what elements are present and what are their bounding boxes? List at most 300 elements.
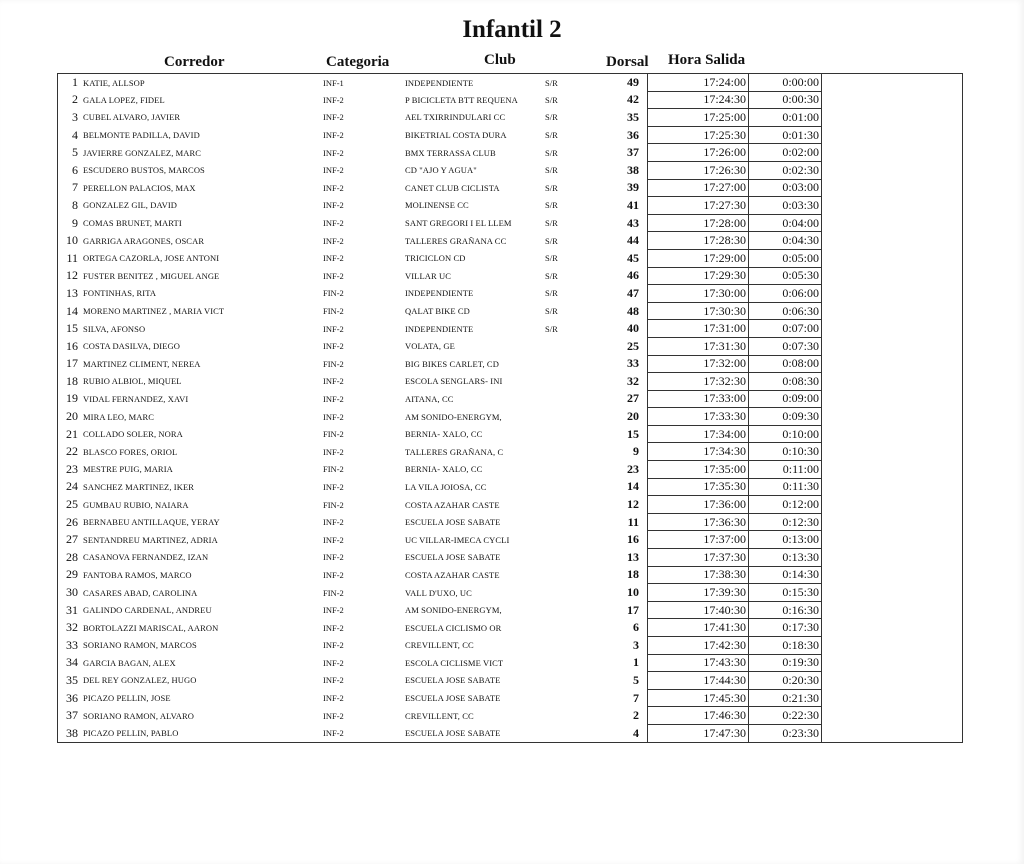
sr-mark (545, 513, 595, 531)
header-dorsal: Dorsal (606, 54, 649, 70)
row-number: 35 (58, 672, 82, 690)
club-name: TRICICLON CD (405, 253, 466, 264)
time-gap: 0:15:30 (749, 584, 822, 602)
row-number: 3 (58, 109, 82, 127)
table-row (58, 179, 963, 197)
row-number: 20 (58, 408, 82, 426)
row-number: 28 (58, 549, 82, 567)
row-number: 23 (58, 461, 82, 479)
club-name: COSTA AZAHAR CASTE (405, 569, 500, 580)
page-title: Infantil 2 (462, 16, 562, 43)
sr-mark (545, 373, 595, 391)
time-gap: 0:07:30 (749, 337, 822, 355)
rider-name: COMAS BRUNET, MARTI (83, 218, 182, 229)
time-gap: 0:11:00 (749, 461, 822, 479)
rider-name: GARRIGA ARAGONES, OSCAR (83, 235, 205, 246)
club-name: CREVILLENT, CC (405, 710, 474, 721)
sr-mark: S/R (545, 253, 558, 264)
time-gap: 0:00:00 (749, 74, 822, 92)
row-number: 7 (58, 179, 82, 197)
start-time: 17:43:30 (648, 654, 749, 672)
rider-name: GONZALEZ GIL, DAVID (83, 200, 178, 211)
time-gap: 0:08:00 (749, 355, 822, 373)
time-gap: 0:09:30 (749, 408, 822, 426)
empty-cell (822, 513, 963, 531)
start-time: 17:37:30 (648, 549, 749, 567)
category: INF-2 (323, 534, 344, 545)
category: INF-2 (323, 165, 344, 176)
category: INF-2 (323, 710, 344, 721)
time-gap: 0:21:30 (749, 689, 822, 707)
bib-number: 47 (627, 285, 639, 300)
empty-cell (822, 144, 963, 162)
table-row (58, 672, 963, 690)
header-hora-salida: Hora Salida (668, 52, 746, 68)
bib-number: 44 (627, 233, 639, 248)
bib-number: 40 (627, 321, 639, 336)
time-gap: 0:16:30 (749, 601, 822, 619)
club-name: INDEPENDIENTE (405, 323, 474, 334)
category: INF-2 (323, 552, 344, 563)
row-number: 25 (58, 496, 82, 514)
empty-cell (822, 285, 963, 303)
category: INF-1 (323, 74, 405, 92)
empty-cell (822, 425, 963, 443)
table-row (58, 249, 963, 267)
empty-cell (822, 74, 963, 92)
start-time: 17:25:30 (648, 126, 749, 144)
start-time: 17:30:30 (648, 302, 749, 320)
start-time: 17:29:30 (648, 267, 749, 285)
empty-cell (822, 566, 963, 584)
bib-number: 10 (627, 585, 639, 600)
category: INF-2 (323, 481, 344, 492)
club-name: QALAT BIKE CD (405, 306, 470, 317)
row-number: 13 (58, 285, 82, 303)
row-number: 31 (58, 601, 82, 619)
category: INF-2 (323, 147, 344, 158)
empty-cell (822, 91, 963, 109)
sr-mark: S/R (545, 200, 558, 211)
empty-cell (822, 337, 963, 355)
rider-name: VIDAL FERNANDEZ, XAVI (83, 393, 189, 404)
table-row (58, 566, 963, 584)
sr-mark: S/R (545, 165, 558, 176)
start-time: 17:38:30 (648, 566, 749, 584)
table-row (58, 408, 963, 426)
table-row (58, 549, 963, 567)
bib-number: 39 (627, 180, 639, 195)
category: INF-2 (323, 323, 344, 334)
start-time: 17:34:00 (648, 425, 749, 443)
empty-cell (822, 109, 963, 127)
bib-number: 18 (627, 567, 639, 582)
bib-number: 11 (627, 514, 639, 529)
empty-cell (822, 707, 963, 725)
table-row (58, 513, 963, 531)
empty-cell (822, 601, 963, 619)
table-row (58, 724, 963, 742)
bib-number: 27 (627, 391, 639, 406)
time-gap: 0:12:00 (749, 496, 822, 514)
category: FIN-2 (323, 464, 344, 475)
club-name: SANT GREGORI I EL LLEM (405, 218, 512, 229)
row-number: 1 (58, 74, 82, 92)
table-row (58, 144, 963, 162)
bib-number: 9 (633, 444, 639, 459)
row-number: 37 (58, 707, 82, 725)
start-time: 17:42:30 (648, 637, 749, 655)
rider-name: COSTA DASILVA, DIEGO (83, 341, 180, 352)
category: INF-2 (323, 393, 344, 404)
row-number: 34 (58, 654, 82, 672)
bib-number: 14 (627, 479, 639, 494)
table-row (58, 531, 963, 549)
time-gap: 0:05:30 (749, 267, 822, 285)
start-time: 17:29:00 (648, 249, 749, 267)
row-number: 21 (58, 425, 82, 443)
empty-cell (822, 302, 963, 320)
start-time: 17:36:30 (648, 513, 749, 531)
time-gap: 0:13:30 (749, 549, 822, 567)
empty-cell (822, 724, 963, 742)
start-time: 17:27:30 (648, 197, 749, 215)
table-row (58, 619, 963, 637)
category: INF-2 (323, 675, 344, 686)
rider-name: SORIANO RAMON, MARCOS (83, 640, 197, 651)
club-name: AM SONIDO-ENERGYM, (405, 411, 502, 422)
time-gap: 0:01:30 (749, 126, 822, 144)
bib-number: 12 (627, 497, 639, 512)
category: INF-2 (323, 411, 344, 422)
rider-name: FUSTER BENITEZ , MIGUEL ANGE (83, 270, 220, 281)
sr-mark: S/R (545, 147, 558, 158)
row-number: 24 (58, 478, 82, 496)
bib-number: 1 (633, 655, 639, 670)
empty-cell (822, 443, 963, 461)
bib-number: 46 (627, 268, 639, 283)
sr-mark: S/R (545, 112, 558, 123)
sr-mark (545, 337, 595, 355)
row-number: 4 (58, 126, 82, 144)
empty-cell (822, 197, 963, 215)
start-time: 17:33:00 (648, 390, 749, 408)
table-row (58, 707, 963, 725)
row-number: 15 (58, 320, 82, 338)
time-gap: 0:10:30 (749, 443, 822, 461)
table-row (58, 126, 963, 144)
empty-cell (822, 549, 963, 567)
table-row (58, 337, 963, 355)
row-number: 5 (58, 144, 82, 162)
category: INF-2 (323, 569, 344, 580)
start-time: 17:26:00 (648, 144, 749, 162)
bib-number: 4 (595, 724, 648, 742)
bib-number: 35 (627, 109, 639, 124)
sr-mark (545, 619, 595, 637)
empty-cell (822, 654, 963, 672)
sr-mark (545, 654, 595, 672)
club-name: ESCOLA SENGLARS- INI (405, 376, 503, 387)
row-number: 18 (58, 373, 82, 391)
club-name: BERNIA- XALO, CC (405, 464, 483, 475)
rider-name: RUBIO ALBIOL, MIQUEL (83, 376, 182, 387)
bib-number: 2 (633, 708, 639, 723)
time-gap: 0:04:30 (749, 232, 822, 250)
table-row (58, 302, 963, 320)
rider-name: SENTANDREU MARTINEZ, ADRIA (83, 534, 218, 545)
sr-mark (545, 355, 595, 373)
bib-number: 41 (627, 197, 639, 212)
empty-cell (822, 161, 963, 179)
start-time: 17:28:30 (648, 232, 749, 250)
sr-mark: S/R (545, 306, 558, 317)
row-number: 27 (58, 531, 82, 549)
row-number: 16 (58, 337, 82, 355)
time-gap: 0:12:30 (749, 513, 822, 531)
row-number: 9 (58, 214, 82, 232)
bib-number: 48 (627, 303, 639, 318)
sr-mark: S/R (545, 288, 558, 299)
rider-name: DEL REY GONZALEZ, HUGO (83, 675, 197, 686)
empty-cell (822, 320, 963, 338)
table-row (58, 267, 963, 285)
category: INF-2 (323, 693, 344, 704)
category: INF-2 (323, 622, 344, 633)
start-time: 17:41:30 (648, 619, 749, 637)
club-name: AITANA, CC (405, 393, 454, 404)
bib-number: 15 (627, 426, 639, 441)
bib-number: 23 (627, 461, 639, 476)
empty-cell (822, 267, 963, 285)
category: INF-2 (323, 112, 344, 123)
table-row (58, 425, 963, 443)
rider-name: GALINDO CARDENAL, ANDREU (83, 605, 212, 616)
sr-mark (545, 496, 595, 514)
time-gap: 0:14:30 (749, 566, 822, 584)
time-gap: 0:13:00 (749, 531, 822, 549)
table-row (58, 637, 963, 655)
rider-name: MESTRE PUIG, MARIA (83, 464, 173, 475)
bib-number: 5 (633, 672, 639, 687)
row-number: 30 (58, 584, 82, 602)
time-gap: 0:02:30 (749, 161, 822, 179)
rider-name: GALA LOPEZ, FIDEL (83, 94, 165, 105)
bib-number: 3 (633, 637, 639, 652)
empty-cell (822, 390, 963, 408)
sr-mark (545, 724, 595, 742)
sr-mark: S/R (545, 74, 595, 92)
start-time: 17:44:30 (648, 672, 749, 690)
time-gap: 0:18:30 (749, 637, 822, 655)
club-name: P BICICLETA BTT REQUENA (405, 94, 518, 105)
club-name: BMX TERRASSA CLUB (405, 147, 496, 158)
category: FIN-2 (323, 306, 344, 317)
header-categoria: Categoria (326, 54, 390, 70)
start-time: 17:24:00 (648, 74, 749, 92)
rider-name: ESCUDERO BUSTOS, MARCOS (83, 165, 205, 176)
category: INF-2 (323, 235, 344, 246)
row-number: 38 (58, 724, 82, 742)
time-gap: 0:17:30 (749, 619, 822, 637)
row-number: 2 (58, 91, 82, 109)
header-club: Club (484, 52, 516, 68)
table-row (58, 320, 963, 338)
table-row (58, 654, 963, 672)
rider-name: CASANOVA FERNANDEZ, IZAN (83, 552, 209, 563)
club-name: COSTA AZAHAR CASTE (405, 499, 500, 510)
club-name: ESCUELA JOSE SABATE (405, 675, 501, 686)
empty-cell (822, 531, 963, 549)
start-time: 17:34:30 (648, 443, 749, 461)
table-row (58, 232, 963, 250)
table-row (58, 355, 963, 373)
rider-name: PERELLON PALACIOS, MAX (83, 182, 196, 193)
start-time: 17:45:30 (648, 689, 749, 707)
empty-cell (822, 496, 963, 514)
time-gap: 0:07:00 (749, 320, 822, 338)
sr-mark (545, 531, 595, 549)
empty-cell (822, 373, 963, 391)
club-name: UC VILLAR-IMECA CYCLI (405, 534, 510, 545)
category: INF-2 (323, 724, 405, 742)
rider-name: GUMBAU RUBIO, NAIARA (83, 499, 189, 510)
table-row (58, 584, 963, 602)
category: INF-2 (323, 130, 344, 141)
table-row (58, 496, 963, 514)
empty-cell (822, 672, 963, 690)
start-time: 17:33:30 (648, 408, 749, 426)
sr-mark (545, 390, 595, 408)
category: INF-2 (323, 341, 344, 352)
sr-mark (545, 601, 595, 619)
club-name: ESCUELA JOSE SABATE (405, 517, 501, 528)
category: INF-2 (323, 517, 344, 528)
sr-mark (545, 443, 595, 461)
category: INF-2 (323, 200, 344, 211)
category: FIN-2 (323, 429, 344, 440)
table-row (58, 214, 963, 232)
sr-mark (545, 566, 595, 584)
sr-mark: S/R (545, 270, 558, 281)
rider-name: SORIANO RAMON, ALVARO (83, 710, 194, 721)
sr-mark (545, 707, 595, 725)
bib-number: 49 (595, 74, 648, 92)
empty-cell (822, 637, 963, 655)
row-number: 32 (58, 619, 82, 637)
time-gap: 0:20:30 (749, 672, 822, 690)
empty-cell (822, 214, 963, 232)
row-number: 33 (58, 637, 82, 655)
bib-number: 32 (627, 373, 639, 388)
start-time: 17:32:30 (648, 373, 749, 391)
empty-cell (822, 179, 963, 197)
category: INF-2 (323, 605, 344, 616)
start-time: 17:31:30 (648, 337, 749, 355)
sr-mark (545, 584, 595, 602)
club-name: ESCUELA JOSE SABATE (405, 724, 545, 742)
row-number: 36 (58, 689, 82, 707)
rider-name: KATIE, ALLSOP (81, 74, 323, 92)
time-gap: 0:06:00 (749, 285, 822, 303)
row-number: 10 (58, 232, 82, 250)
row-number: 29 (58, 566, 82, 584)
time-gap: 0:01:00 (749, 109, 822, 127)
category: FIN-2 (323, 587, 344, 598)
table-row (58, 91, 963, 109)
empty-cell (822, 249, 963, 267)
bib-number: 16 (627, 532, 639, 547)
club-name: VOLATA, GE (405, 341, 455, 352)
club-name: ESCUELA CICLISMO OR (405, 622, 502, 633)
club-name: BIG BIKES CARLET, CD (405, 358, 499, 369)
rider-name: PICAZO PELLIN, JOSE (83, 693, 171, 704)
club-name: INDEPENDIENTE (405, 74, 545, 92)
start-time: 17:30:00 (648, 285, 749, 303)
row-number: 8 (58, 197, 82, 215)
bib-number: 33 (627, 356, 639, 371)
category: INF-2 (323, 94, 344, 105)
start-time: 17:47:30 (648, 724, 749, 742)
table-row (58, 197, 963, 215)
sr-mark: S/R (545, 94, 558, 105)
club-name: BERNIA- XALO, CC (405, 429, 483, 440)
category: INF-2 (323, 376, 344, 387)
table-row (58, 443, 963, 461)
time-gap: 0:04:00 (749, 214, 822, 232)
table-row (58, 285, 963, 303)
bib-number: 37 (627, 145, 639, 160)
empty-cell (822, 689, 963, 707)
rider-name: GARCIA BAGAN, ALEX (83, 657, 176, 668)
club-name: TALLERES GRAÑANA, C (405, 446, 504, 457)
bib-number: 20 (627, 409, 639, 424)
time-gap: 0:10:00 (749, 425, 822, 443)
club-name: AEL TXIRRINDULARI CC (405, 112, 506, 123)
empty-cell (822, 461, 963, 479)
bib-number: 43 (627, 215, 639, 230)
table-row (58, 461, 963, 479)
table-row (58, 74, 963, 92)
rider-name: CUBEL ALVARO, JAVIER (83, 112, 181, 123)
bib-number: 13 (627, 549, 639, 564)
start-time: 17:40:30 (648, 601, 749, 619)
time-gap: 0:03:00 (749, 179, 822, 197)
start-time: 17:32:00 (648, 355, 749, 373)
time-gap: 0:23:30 (749, 724, 822, 742)
sr-mark (545, 637, 595, 655)
table-row (58, 161, 963, 179)
club-name: CD "AJO Y AGUA" (405, 165, 477, 176)
club-name: AM SONIDO-ENERGYM, (405, 605, 502, 616)
empty-cell (822, 232, 963, 250)
empty-cell (822, 619, 963, 637)
table-row (58, 689, 963, 707)
bib-number: 38 (627, 162, 639, 177)
bib-number: 42 (627, 92, 639, 107)
time-gap: 0:22:30 (749, 707, 822, 725)
bib-number: 7 (633, 690, 639, 705)
sr-mark: S/R (545, 182, 558, 193)
rider-name: BLASCO FORES, ORIOL (83, 446, 178, 457)
time-gap: 0:02:00 (749, 144, 822, 162)
club-name: BIKETRIAL COSTA DURA (405, 130, 507, 141)
empty-cell (822, 478, 963, 496)
row-number: 12 (58, 267, 82, 285)
sr-mark: S/R (545, 235, 558, 246)
row-number: 14 (58, 302, 82, 320)
table-row (58, 109, 963, 127)
